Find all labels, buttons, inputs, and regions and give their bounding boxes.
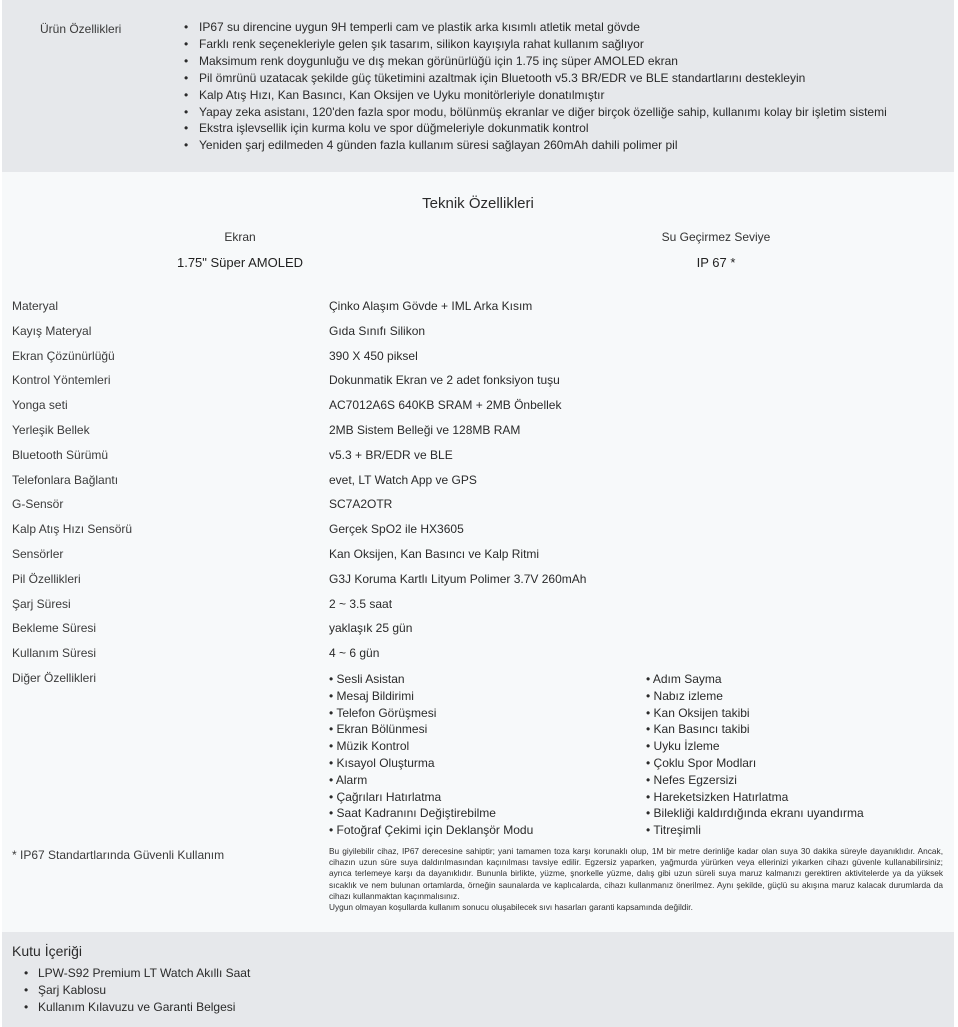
spec-row	[2, 646, 954, 670]
other-feature-item: • Titreşimli	[646, 823, 701, 838]
spec-key: Kalp Atış Hızı Sensörü	[12, 522, 133, 536]
other-feature-item: • Hareketsizken Hatırlatma	[646, 789, 789, 804]
technical-specs-title: Teknik Özellikleri	[422, 195, 534, 212]
other-feature-item: • Kısayol Oluşturma	[329, 755, 435, 770]
other-feature-item: • Ekran Bölünmesi	[329, 722, 428, 737]
spec-value: AC7012A6S 640KB SRAM + 2MB Önbellek	[329, 398, 562, 412]
other-feature-item: • Kan Oksijen takibi	[646, 705, 750, 720]
other-feature-item: • Çağrıları Hatırlatma	[329, 789, 442, 804]
spec-key: Kullanım Süresi	[12, 646, 97, 660]
spec-row	[2, 299, 954, 323]
spec-row	[2, 621, 954, 645]
feature-item: • Farklı renk seçenekleriyle gelen şık tasarım, silikon kayışıyla rahat kullanım sağlıyor	[184, 36, 887, 53]
box-item: • Şarj Kablosu	[24, 982, 250, 999]
other-feature-item: • Adım Sayma	[646, 672, 722, 686]
feature-item: • IP67 su direncine uygun 9H temperli cam ve plastik arka kısımlı atletik metal gövde	[184, 19, 887, 36]
waterproof-highlight-value: IP 67 *	[696, 255, 736, 270]
feature-item: • Yapay zeka asistanı, 120'den fazla spor modu, bölünmüş ekranlar ve diğer birçok özelliğe sahip, kullanımı kolay bir işletim sistemi	[184, 104, 887, 121]
spec-row	[2, 473, 954, 497]
spec-value: Gıda Sınıfı Silikon	[329, 324, 426, 338]
spec-row	[2, 398, 954, 422]
spec-key: Diğer Özellikleri	[12, 671, 97, 685]
spec-key: Kayış Materyal	[12, 324, 92, 338]
spec-key: Materyal	[12, 299, 59, 313]
spec-value: 2MB Sistem Belleği ve 128MB RAM	[329, 423, 521, 437]
product-features-section	[2, 0, 954, 172]
spec-value: v5.3 + BR/EDR ve BLE	[329, 448, 453, 462]
spec-value: G3J Koruma Kartlı Lityum Polimer 3.7V 260mAh	[329, 572, 587, 586]
spec-key: Telefonlara Bağlantı	[12, 473, 119, 487]
feature-item: • Kalp Atış Hızı, Kan Basıncı, Kan Oksijen ve Uyku monitörleriyle donatılmıştır	[184, 87, 887, 104]
feature-item: • Yeniden şarj edilmeden 4 günden fazla kullanım süresi sağlayan 260mAh dahili polimer pil	[184, 137, 887, 154]
spec-row	[2, 572, 954, 596]
box-item: • Kullanım Kılavuzu ve Garanti Belgesi	[24, 999, 250, 1016]
spec-row	[2, 373, 954, 397]
spec-row	[2, 522, 954, 546]
spec-row	[2, 423, 954, 447]
waterproof-highlight-label: Su Geçirmez Seviye	[661, 230, 771, 244]
spec-value: evet, LT Watch App ve GPS	[329, 473, 477, 487]
product-features-label: Ürün Özellikleri	[40, 22, 122, 36]
other-feature-item: • Fotoğraf Çekimi için Deklanşör Modu	[329, 823, 534, 838]
feature-item: • Maksimum renk doygunluğu ve dış mekan görünürlüğü için 1.75 inç süper AMOLED ekran	[184, 53, 887, 70]
other-feature-item: • Mesaj Bildirimi	[329, 688, 414, 703]
box-contents-section	[2, 932, 954, 1027]
other-features-list-left	[329, 671, 533, 839]
spec-value: Çinko Alaşım Gövde + IML Arka Kısım	[329, 299, 533, 313]
box-contents-list	[24, 965, 250, 1016]
spec-key: Sensörler	[12, 547, 64, 561]
feature-item: • Pil ömrünü uzatacak şekilde güç tüketimini azaltmak için Bluetooth v5.3 BR/EDR ve BLE standartlarını destekleyin	[184, 70, 887, 87]
spec-key: Kontrol Yöntemleri	[12, 373, 111, 387]
spec-key: Bluetooth Sürümü	[12, 448, 109, 462]
technical-specs-section	[2, 172, 954, 932]
ip67-paragraph: Bu giyilebilir cihaz, IP67 derecesine sahiptir; yani tamamen toza karşı korunaklı olup, 1M bir metre derinliğe kadar olan suya 30 dakika süreyle dayanıklıdır. Ancak, cihazın uzun süre suya daldırılmasından kaçınılması tavsiye edilir. Egzersiz yaparken, yağmurda yürürken veya ellerinizi yıkarken cihazı güvenle kullanabilirsiniz; ayrıca terlemeye karşı da dayanıklıdır. Bununla birlikte, yüzme, şnorkelle yüzme, dalış gibi uzun süreli suya maruz kalmanızı gerektiren aktivitelerde ya da yüksek sıcaklık ve nem bulunan ortamlarda, örneğin saunalarda ve kaplıcalarda, cihazı kullanmanız önerilmez. Aynı şekilde, güçlü su akışına maruz kalacak durumlarda da cihazı kullanmaktan kaçınmalısınız.	[329, 846, 943, 901]
spec-value: yaklaşık 25 gün	[329, 621, 413, 635]
spec-value: 4 ~ 6 gün	[329, 646, 380, 660]
feature-item: • Ekstra işlevsellik için kurma kolu ve spor düğmeleriyle dokunmatik kontrol	[184, 120, 887, 137]
spec-value: 2 ~ 3.5 saat	[329, 597, 393, 611]
spec-value: SC7A2OTR	[329, 497, 393, 511]
other-feature-item: • Bilekliği kaldırdığında ekranı uyandırma	[646, 806, 864, 821]
spec-key: Yerleşik Bellek	[12, 423, 90, 437]
other-features-list-right	[646, 671, 864, 839]
spec-row	[2, 597, 954, 621]
box-contents-title: Kutu İçeriği	[12, 943, 83, 959]
spec-row	[2, 324, 954, 348]
spec-key: G-Sensör	[12, 497, 64, 511]
spec-key: Şarj Süresi	[12, 597, 71, 611]
other-feature-item: • Sesli Asistan	[329, 672, 405, 686]
other-feature-item: • Nefes Egzersizi	[646, 772, 737, 787]
spec-value: Kan Oksijen, Kan Basıncı ve Kalp Ritmi	[329, 547, 540, 561]
screen-highlight-value: 1.75" Süper AMOLED	[176, 255, 303, 270]
spec-row	[2, 497, 954, 521]
other-feature-item: • Müzik Kontrol	[329, 739, 410, 754]
spec-key: Bekleme Süresi	[12, 621, 97, 635]
spec-key: Yonga seti	[12, 398, 68, 412]
ip67-warranty-note: Uygun olmayan koşullarda kullanım sonucu oluşabilecek sıvı hasarları garanti kapsamında değildir.	[329, 902, 693, 913]
spec-key: Pil Özellikleri	[12, 572, 81, 586]
other-feature-item: • Alarm	[329, 772, 368, 787]
screen-highlight-label: Ekran	[224, 230, 256, 244]
spec-key: Ekran Çözünürlüğü	[12, 349, 115, 363]
product-features-list	[184, 19, 887, 154]
spec-value: Gerçek SpO2 ile HX3605	[329, 522, 464, 536]
spec-row	[2, 547, 954, 571]
other-feature-item: • Nabız izleme	[646, 688, 723, 703]
spec-value: 390 X 450 piksel	[329, 349, 418, 363]
ip67-safety-text	[329, 846, 943, 913]
box-item: • LPW-S92 Premium LT Watch Akıllı Saat	[24, 965, 250, 982]
other-feature-item: • Saat Kadranını Değiştirebilme	[329, 806, 496, 821]
ip67-safety-label: * IP67 Standartlarında Güvenli Kullanım	[12, 848, 225, 862]
other-feature-item: • Çoklu Spor Modları	[646, 755, 757, 770]
other-feature-item: • Uyku İzleme	[646, 739, 720, 754]
spec-row	[2, 349, 954, 373]
spec-row	[2, 448, 954, 472]
other-feature-item: • Telefon Görüşmesi	[329, 705, 437, 720]
other-feature-item: • Kan Basıncı takibi	[646, 722, 750, 737]
spec-value: Dokunmatik Ekran ve 2 adet fonksiyon tuşu	[329, 373, 560, 387]
